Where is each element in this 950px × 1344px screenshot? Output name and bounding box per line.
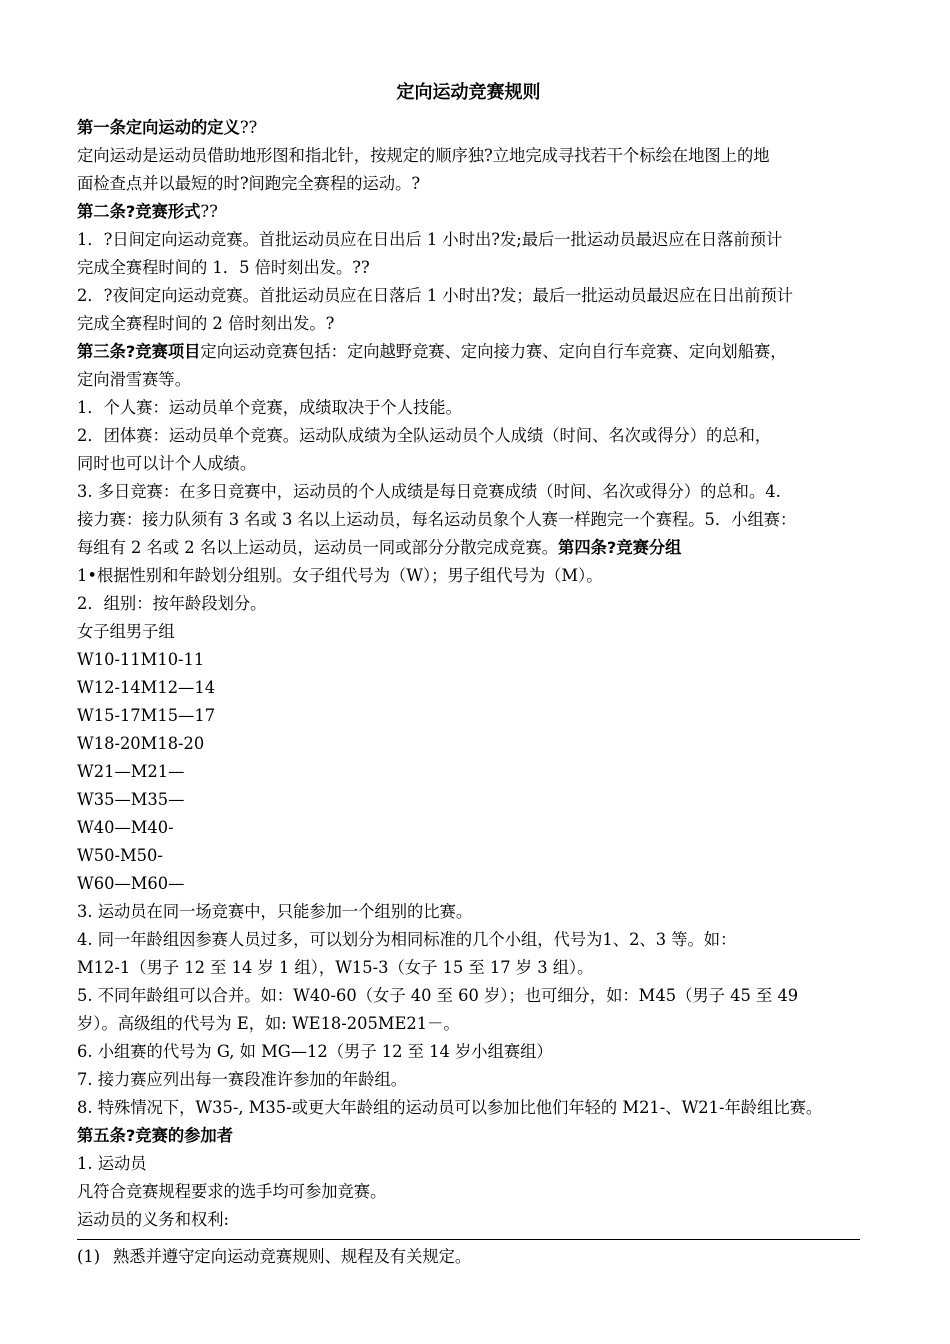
group-row: W40—M40- — [77, 818, 174, 837]
article-1-line-1: 定向运动是运动员借助地形图和指北针，按规定的顺序独?立地完成寻找若干个标绘在地图上的地 — [77, 146, 770, 165]
article-4-item-6: 6. 小组赛的代号为 G, 如 MG—12（男子 12 至 14 岁小组赛组） — [77, 1042, 553, 1061]
article-3-item-2-line-2: 同时也可以计个人成绩。 — [77, 454, 257, 473]
article-5-heading: 第五条?竞赛的参加者 — [77, 1126, 233, 1145]
article-4-item-5-line-2: 岁）。高级组的代号为 E，如: WE18-205ME21－。 — [77, 1014, 460, 1033]
article-2-item-2-line-2: 完成全赛程时间的 2 倍时刻出发。? — [77, 314, 335, 333]
article-1-line-2: 面检查点并以最短的时?间跑完全赛程的运动。? — [77, 174, 421, 193]
article-3-intro-line-2: 定向滑雪赛等。 — [77, 370, 191, 389]
horizontal-rule — [77, 1239, 860, 1240]
group-row: W18-20M18-20 — [77, 734, 205, 753]
article-1-heading-suffix: ?? — [239, 118, 258, 137]
article-3-item-3-line-3 — [77, 534, 860, 562]
article-4-item-5-line-1: 5. 不同年龄组可以合并。如：W40-60（女子 40 至 60 岁）；也可细分，如：M45（男子 45 至 49 — [77, 986, 799, 1005]
article-5-item-1: 1. 运动员 — [77, 1154, 147, 1173]
article-4-item-7: 7. 接力赛应列出每一赛段准许参加的年龄组。 — [77, 1070, 408, 1089]
article-4-item-3: 3. 运动员在同一场竞赛中，只能参加一个组别的比赛。 — [77, 902, 473, 921]
article-4-item-2: 2．组别：按年龄段划分。 — [77, 594, 267, 613]
article-3-item-3-line-2: 接力赛：接力队须有 3 名或 3 名以上运动员，每名运动员象个人赛一样跑完一个赛程。5．小组赛： — [77, 510, 797, 529]
article-2-item-1-line-2: 完成全赛程时间的 1．5 倍时刻出发。?? — [77, 258, 370, 277]
article-3-item-3-line-1: 3. 多日竞赛：在多日竞赛中，运动员的个人成绩是每日竞赛成绩（时间、名次或得分）的总和。4. — [77, 482, 781, 501]
article-3-item-1: 1．个人赛：运动员单个竞赛，成绩取决于个人技能。 — [77, 398, 462, 417]
article-2-heading: 第二条?竞赛形式 — [77, 202, 201, 221]
groups-header: 女子组男子组 — [77, 622, 175, 641]
article-2-item-2-line-1: 2．?夜间定向运动竞赛。首批运动员应在日落后 1 小时出?发；最后一批运动员最迟应在日出前预计 — [77, 286, 794, 305]
article-4-item-4-line-1: 4. 同一年龄组因参赛人员过多，可以划分为相同标准的几个小组，代号为1、2、3 等。如： — [77, 930, 737, 949]
article-1-heading-line — [77, 114, 860, 142]
group-row: W10-11M10-11 — [77, 650, 205, 669]
article-4-item-8: 8. 特殊情况下，W35-, M35-或更大年龄组的运动员可以参加比他们年轻的 M21-、W21-年龄组比赛。 — [77, 1098, 823, 1117]
article-4-heading: 第四条?竞赛分组 — [558, 538, 682, 557]
obligation-item-1-text: 熟悉并遵守定向运动竞赛规则、规程及有关规定。 — [113, 1247, 472, 1266]
obligation-item-1-number: (1) — [77, 1247, 101, 1266]
article-2-item-1-line-1: 1．?日间定向运动竞赛。首批运动员应在日出后 1 小时出?发;最后一批运动员最迟应在日落前预计 — [77, 230, 783, 249]
group-row: W60—M60— — [77, 874, 185, 893]
article-3-intro-line-1: 定向运动竞赛包括：定向越野竞赛、定向接力赛、定向自行车竞赛、定向划船赛， — [200, 342, 787, 361]
article-3-item-3-line-3-text: 每组有 2 名或 2 名以上运动员，运动员一同或部分分散完成竞赛。 — [77, 538, 559, 557]
article-2-heading-line — [77, 198, 860, 226]
article-4-item-4-line-2: M12-1（男子 12 至 14 岁 1 组），W15-3（女子 15 至 17 岁 3 组）。 — [77, 958, 594, 977]
group-row: W12-14M12—14 — [77, 678, 216, 697]
group-row: W15-17M15—17 — [77, 706, 216, 725]
article-5-paragraph-2: 运动员的义务和权利: — [77, 1210, 230, 1229]
group-row: W21—M21— — [77, 762, 185, 781]
article-2-heading-suffix: ?? — [200, 202, 218, 221]
document-title: 定向运动竞赛规则 — [396, 82, 541, 103]
article-5-paragraph-1: 凡符合竞赛规程要求的选手均可参加竞赛。 — [77, 1182, 387, 1201]
article-3-heading-line — [77, 338, 860, 366]
article-1-heading: 第一条定向运动的定义 — [77, 118, 240, 137]
article-3-heading: 第三条?竞赛项目 — [77, 342, 201, 361]
obligation-item-1 — [77, 1243, 860, 1271]
group-row: W50-M50- — [77, 846, 163, 865]
article-4-item-1: 1•根据性别和年龄划分组别。女子组代号为（W）；男子组代号为（M）。 — [77, 566, 603, 585]
group-row: W35—M35— — [77, 790, 185, 809]
document-page — [77, 78, 860, 1271]
article-3-item-2-line-1: 2．团体赛：运动员单个竞赛。运动队成绩为全队运动员个人成绩（时间、名次或得分）的总和， — [77, 426, 772, 445]
